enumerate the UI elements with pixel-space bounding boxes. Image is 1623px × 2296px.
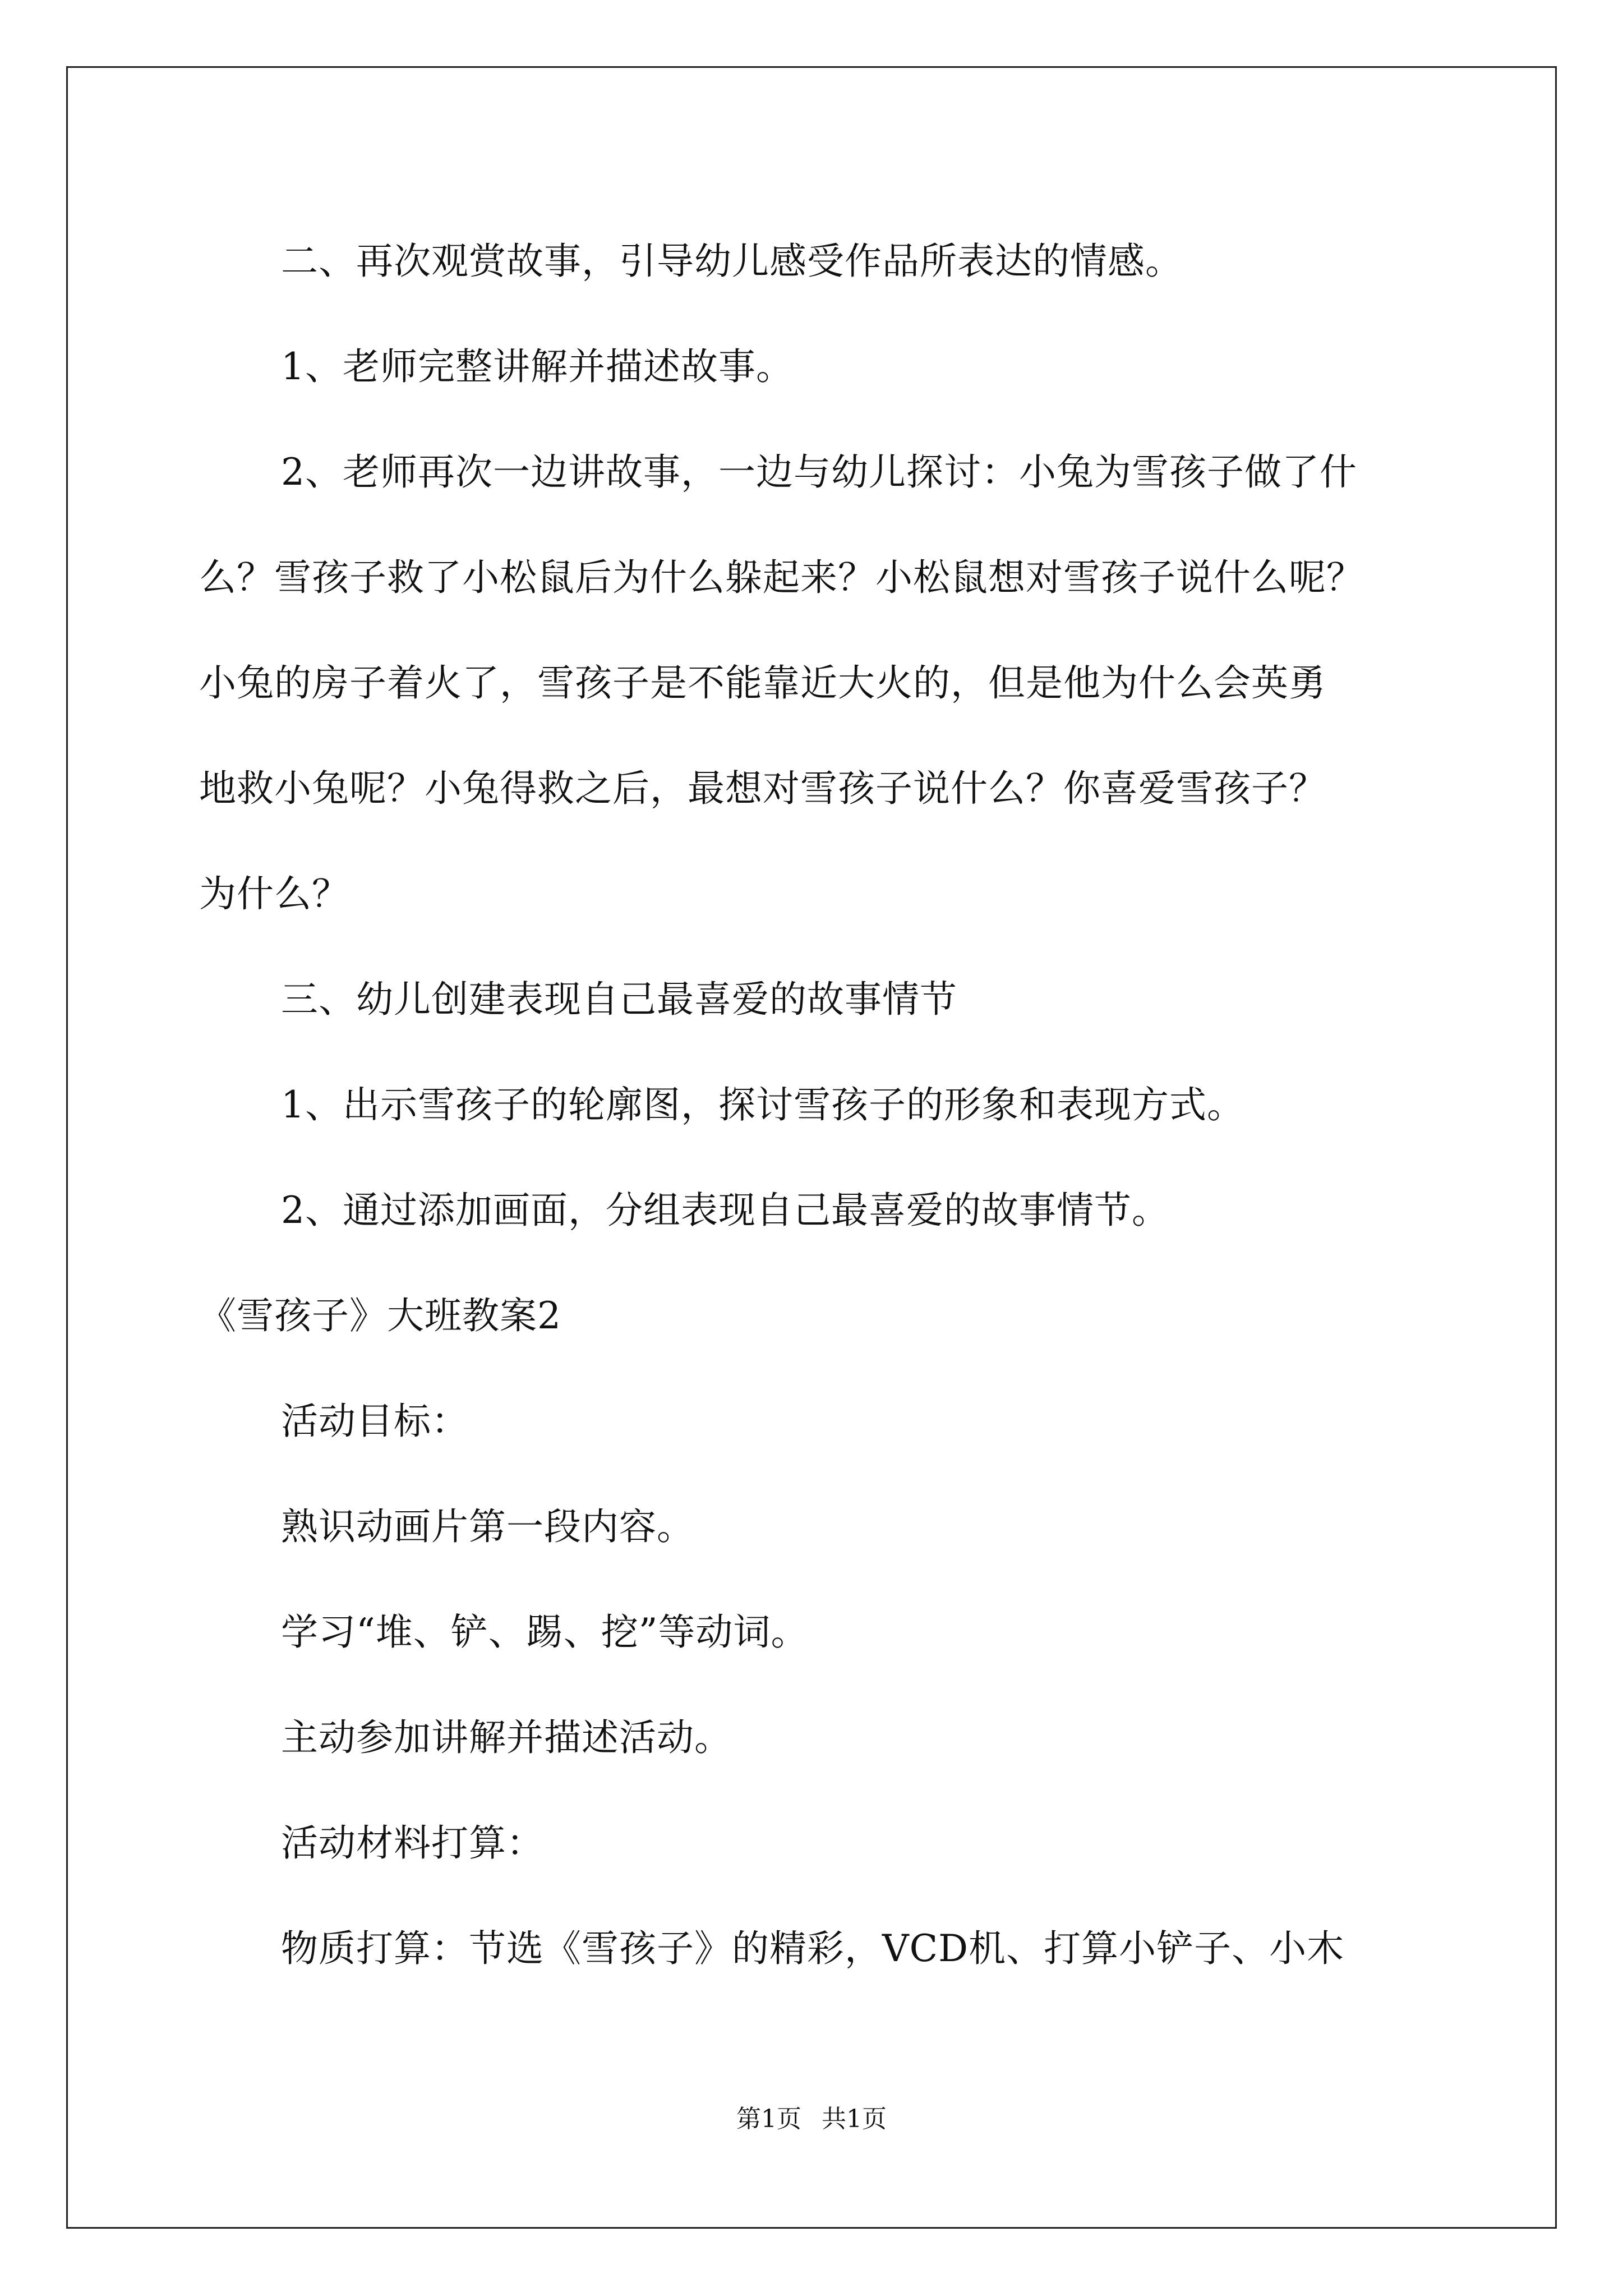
paragraph-line: 学习“堆、铲、踢、挖”等动词。 [281,1611,809,1654]
page-number-current: 第1页 [736,2105,801,2133]
section-heading: 《雪孩子》大班教案2 [199,1294,561,1337]
paragraph-line: 1、出示雪孩子的轮廓图，探讨雪孩子的形象和表现方式。 [281,1083,1244,1126]
page-footer [0,2102,1623,2136]
page-number-total: 共1页 [822,2105,887,2133]
paragraph-line: 主动参加讲解并描述活动。 [281,1716,732,1759]
paragraph-line: 1、老师完整讲解并描述故事。 [281,345,794,388]
paragraph-line: 活动目标： [281,1400,469,1443]
paragraph-line: 2、老师再次一边讲故事，一边与幼儿探讨：小兔为雪孩子做了什 [281,450,1357,494]
paragraph-line: 二、再次观赏故事，引导幼儿感受作品所表达的情感。 [281,240,1183,283]
paragraph-line: 熟识动画片第一段内容。 [281,1505,694,1548]
paragraph-line: 么？雪孩子救了小松鼠后为什么躲起来？小松鼠想对雪孩子说什么呢？ [199,556,1364,599]
paragraph-line: 为什么？ [199,872,349,915]
paragraph-line: 活动材料打算： [281,1821,544,1865]
paragraph-line: 地救小兔呢？小兔得救之后，最想对雪孩子说什么？你喜爱雪孩子？ [199,767,1326,810]
paragraph-line: 三、幼儿创建表现自己最喜爱的故事情节 [281,978,957,1021]
paragraph-line: 物质打算：节选《雪孩子》的精彩，VCD机、打算小铲子、小木 [281,1927,1345,1970]
paragraph-line: 2、通过添加画面，分组表现自己最喜爱的故事情节。 [281,1189,1169,1232]
paragraph-line: 小兔的房子着火了，雪孩子是不能靠近大火的，但是他为什么会英勇 [199,661,1326,705]
document-body [199,209,1461,2001]
